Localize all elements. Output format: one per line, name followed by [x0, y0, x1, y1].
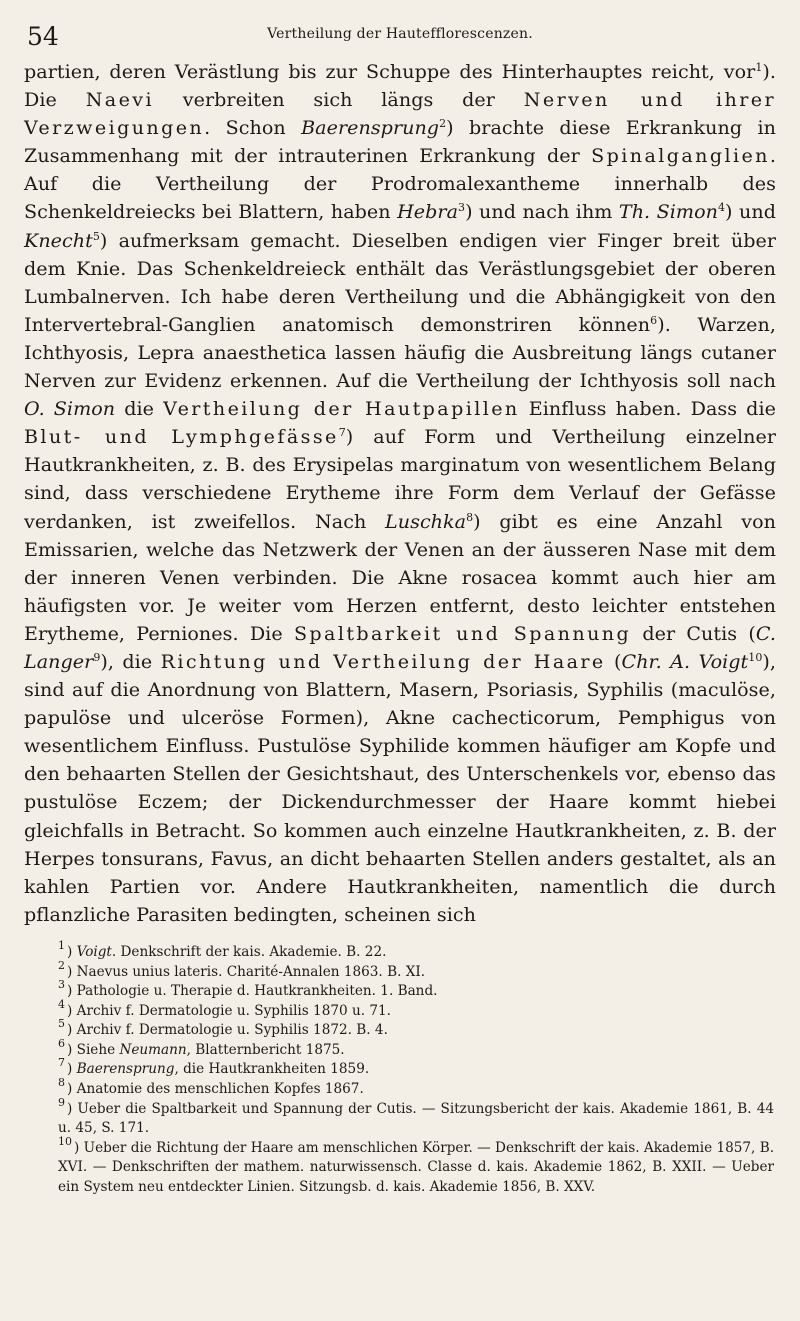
book-page: [24, 18, 776, 1198]
footnote-reference: 6: [650, 313, 658, 327]
text-run: Spinalganglien: [591, 144, 770, 168]
footnote-bracket: ): [67, 1022, 77, 1039]
footnote-bracket: ): [67, 963, 77, 980]
footnote-reference: 7: [338, 426, 346, 440]
footnote-reference: 8: [466, 510, 474, 524]
footnote: [58, 997, 774, 1022]
text-run: Vertheilung der Hautpapillen: [163, 397, 520, 421]
footnote: [58, 1036, 774, 1061]
text-run: der Cutis (: [631, 621, 756, 645]
running-title: Vertheilung der Hautefflorescenzen.: [267, 26, 533, 42]
text-run: ) und: [725, 200, 776, 224]
footnote: [58, 1134, 775, 1198]
text-run: Archiv f. Dermatologie u. Syphilis 1872. B. 4.: [76, 1022, 388, 1039]
text-run: ) und nach ihm: [465, 200, 619, 224]
body-text: [24, 58, 776, 929]
text-run: ) auf Form und Vertheilung einzelner Hautkrankheiten, z. B. des Erysipelas marginatum von wesentlichem Belang sind, dass verschiedene Erytheme ihre Form dem Verlauf der Gefässe verdanken, ist zweifellos. Nach: [24, 425, 776, 533]
text-run: ) gibt es eine Anzahl von Emissarien, welche das Netzwerk der Venen an der äusseren Nase mit dem der inneren Venen verbinden. Die Akne rosacea kommt auch hier am häufigsten vor. Je weiter vom Herzen entfernt, desto leichter entstehen Erytheme, Perniones. Die: [24, 509, 776, 645]
text-run: , Blatternbericht 1875.: [186, 1041, 345, 1058]
text-run: . Schon: [204, 116, 302, 140]
text-run: ), sind auf die Anordnung von Blattern, Masern, Psoriasis, Syphilis (maculöse, papulöse und ulceröse Formen), Akne cachecticorum, Pemphigus von wesentlichem Einfluss. Pustulöse Syphilide kommen häufiger am Kopfe und den behaarten Stellen der Gesichtshaut, des Unterschenkels vor, ebenso das pustulöse Eczem; der Dickendurchmesser der Haare kommt hiebei gleichfalls in Betracht. So kommen auch einzelne Hautkrankheiten, z. B. der Herpes tonsurans, Favus, an dicht behaarten Stellen anders gestaltet, als an kahlen Partien vor. Andere Hautkrankheiten, namentlich die durch pflanzliche Parasiten bedingten, scheinen sich: [24, 649, 777, 926]
text-run: . Auf die Vertheilung der Prodromalexantheme innerhalb des Schenkeldreiecks bei Blattern, haben: [24, 144, 776, 224]
footnote-reference: 1: [755, 61, 763, 74]
text-run: Siehe: [76, 1041, 120, 1058]
footnote-bracket: ): [67, 1100, 78, 1117]
text-run: Blut- und Lymphgefässe: [24, 425, 339, 449]
footnote: [58, 1076, 774, 1100]
footnote-number: 9: [58, 1095, 65, 1109]
footnote: [58, 958, 774, 983]
footnote: [58, 1095, 774, 1139]
footnote-reference: 9: [93, 650, 101, 664]
footnote-number: 5: [58, 1017, 65, 1031]
footnotes: [24, 938, 776, 1198]
text-run: Pathologie u. Therapie d. Hautkrankheiten. 1. Band.: [76, 983, 438, 1000]
text-run: Hebra: [397, 200, 458, 224]
text-run: . Denkschrift der kais. Akademie. B. 22.: [111, 943, 387, 960]
footnote-number: 3: [58, 978, 65, 992]
text-run: (: [605, 649, 622, 673]
text-run: Naevi: [85, 88, 154, 112]
text-run: Ueber die Richtung der Haare am menschlichen Körper. — Denkschrift der kais. Akademie 1857, B. XVI. — Denkschriften der mathem. naturwissensch. Classe d. kais. Akademie 1862, B. XXII. — Ueber ein System neu entdeckter Linien. Sitzungsb. d. kais. Akademie 1856, B. XXV.: [58, 1139, 775, 1196]
text-run: O. Simon: [24, 397, 116, 421]
footnote-number: 10: [58, 1134, 72, 1148]
footnote: [58, 978, 774, 1002]
footnote-number: 2: [58, 958, 65, 972]
footnote-bracket: ): [67, 1061, 77, 1078]
text-run: Th. Simon: [618, 200, 718, 224]
text-run: Ueber die Spaltbarkeit und Spannung der Cutis. — Sitzungsbericht der kais. Akademie 1861, B. 44 u. 45, S. 171.: [58, 1100, 774, 1137]
text-run: ). Die: [24, 60, 776, 112]
text-run: , die Hautkrankheiten 1859.: [174, 1061, 370, 1078]
text-run: Richtung und Vertheilung der Haare: [160, 649, 606, 673]
text-run: C. Langer: [24, 621, 776, 673]
text-run: Luschka: [385, 509, 467, 533]
text-run: Voigt: [76, 943, 112, 960]
text-run: Einfluss haben. Dass die: [519, 397, 776, 421]
text-run: Naevus unius lateris. Charité-Annalen 1863. B. XI.: [76, 963, 426, 980]
footnote-reference: 3: [458, 201, 466, 215]
footnote-bracket: ): [67, 1041, 77, 1058]
paragraph: [24, 58, 776, 929]
text-run: partien, deren Verästlung bis zur Schuppe des Hinterhauptes reicht, vor: [24, 60, 756, 83]
page-header: [24, 18, 776, 52]
text-run: ), die: [100, 649, 161, 673]
footnote-number: 8: [58, 1076, 65, 1090]
text-run: Knecht: [24, 228, 93, 252]
footnote-reference: 5: [92, 229, 100, 243]
footnote-number: 6: [58, 1036, 65, 1050]
text-run: Anatomie des menschlichen Kopfes 1867.: [76, 1081, 364, 1098]
text-run: Chr. A. Voigt: [621, 649, 749, 673]
footnote-bracket: ): [67, 983, 77, 1000]
footnote-number: 4: [58, 997, 65, 1011]
text-run: Archiv f. Dermatologie u. Syphilis 1870 u. 71.: [76, 1002, 391, 1019]
page-number: 54: [27, 22, 59, 51]
text-run: Nerven und ihrer Verzweigungen: [24, 88, 776, 140]
footnote-reference: 4: [717, 201, 726, 215]
footnote-reference: 2: [439, 117, 447, 131]
footnote-bracket: ): [74, 1139, 84, 1156]
footnote-number: 7: [58, 1056, 65, 1070]
text-run: Baerensprung: [76, 1061, 175, 1078]
footnote: [58, 1017, 774, 1041]
footnote-number: 1: [58, 938, 65, 952]
footnote-bracket: ): [67, 1081, 77, 1098]
footnote-bracket: ): [67, 943, 77, 960]
text-run: Spaltbarkeit und Spannung: [293, 621, 632, 645]
text-run: verbreiten sich längs der: [153, 88, 524, 112]
footnote: [58, 1056, 774, 1080]
footnote-bracket: ): [67, 1002, 77, 1019]
footnote-reference: 10: [748, 650, 763, 664]
footnote: [58, 938, 774, 963]
text-run: ) aufmerksam gemacht. Dieselben endigen vier Finger breit über dem Knie. Das Schenkeldreieck enthält das Verästlungsgebiet der oberen Lumbalnerven. Ich habe deren Vertheilung und die Abhängigkeit von den Intervertebral-Ganglien anatomisch demonstriren können: [24, 228, 776, 336]
text-run: ). Warzen, Ichthyosis, Lepra anaesthetica lassen häufig die Ausbreitung längs cutaner Nerven zur Evidenz erkennen. Auf die Vertheilung der Ichthyosis soll nach: [24, 312, 776, 393]
text-run: Baerensprung: [301, 116, 440, 140]
text-run: Neumann: [119, 1041, 187, 1058]
text-run: ) brachte diese Erkrankung in Zusammenhang mit der intrauterinen Erkrankung der: [24, 116, 776, 168]
text-run: die: [115, 397, 164, 421]
